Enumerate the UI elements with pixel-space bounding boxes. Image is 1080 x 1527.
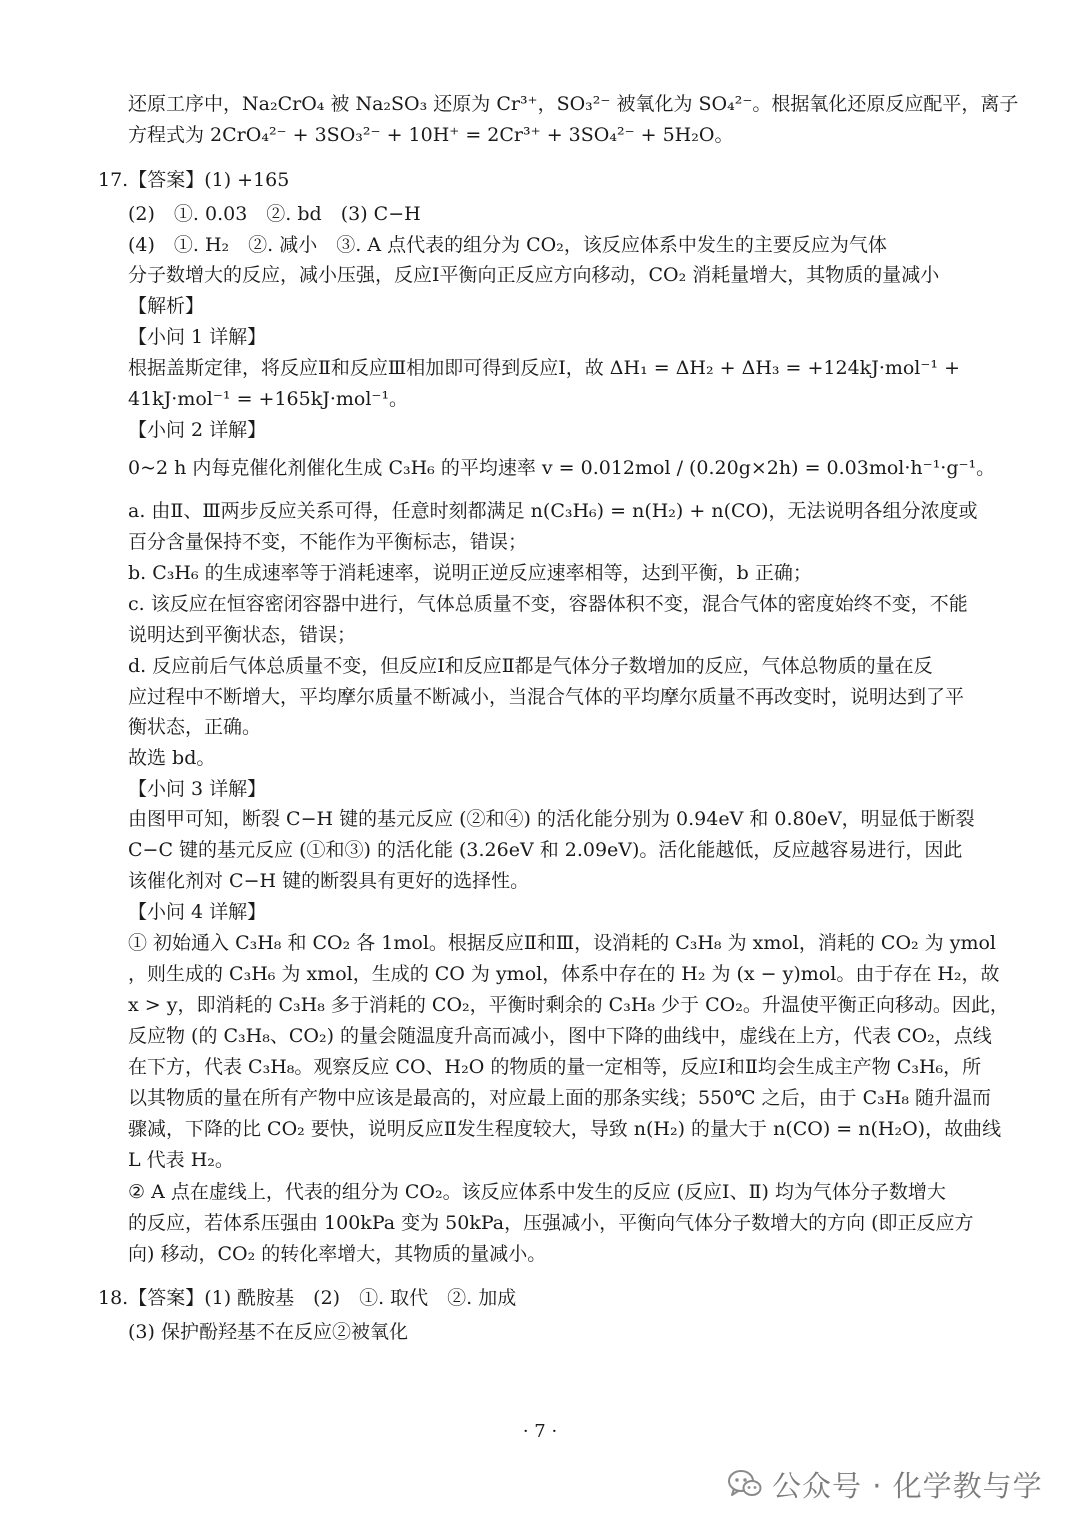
wechat-icon <box>728 1469 762 1499</box>
text-line: 根据盖斯定律，将反应Ⅱ和反应Ⅲ相加即可得到反应Ⅰ，故 ΔH₁ = ΔH₂ + ΔH₃ = +124kJ·mol⁻¹ + <box>128 357 960 379</box>
answer-17-heading: 17.【答案】(1) +165 <box>98 169 290 191</box>
text-line: 以其物质的量在所有产物中应该是最高的，对应最上面的那条实线；550℃ 之后，由于 C₃H₈ 随升温而 <box>128 1087 991 1109</box>
text-line: ① 初始通入 C₃H₈ 和 CO₂ 各 1mol。根据反应Ⅱ和Ⅲ，设消耗的 C₃H₈ 为 xmol，消耗的 CO₂ 为 ymol <box>128 932 996 954</box>
section-heading: 【小问 1 详解】 <box>128 326 267 348</box>
text-line: (4) ①. H₂ ②. 减小 ③. A 点代表的组分为 CO₂，该反应体系中发生的主要反应为气体 <box>128 234 887 256</box>
section-heading: 【小问 3 详解】 <box>128 778 267 800</box>
text-line: L 代表 H₂。 <box>128 1149 234 1171</box>
text-line: 衡状态，正确。 <box>128 716 262 738</box>
text-line: c. 该反应在恒容密闭容器中进行，气体总质量不变，容器体积不变，混合气体的密度始终不变，不能 <box>128 593 968 615</box>
page-number: · 7 · <box>522 1421 558 1442</box>
section-heading: 【解析】 <box>128 295 205 317</box>
text-line: b. C₃H₆ 的生成速率等于消耗速率，说明正逆反应速率相等，达到平衡，b 正确； <box>128 562 812 584</box>
section-heading: 【小问 4 详解】 <box>128 901 267 923</box>
section-heading: 【小问 2 详解】 <box>128 419 267 441</box>
text-line: 向) 移动，CO₂ 的转化率增大，其物质的量减小。 <box>128 1243 547 1265</box>
text-line: ，则生成的 C₃H₆ 为 xmol，生成的 CO 为 ymol，体系中存在的 H₂ 为 (x − y)mol。由于存在 H₂，故 <box>128 963 1000 985</box>
text-line: 该催化剂对 C−H 键的断裂具有更好的选择性。 <box>128 870 530 892</box>
rate-formula-line: 0~2 h 内每克催化剂催化生成 C₃H₆ 的平均速率 v = 0.012mol / (0.20g×2h) = 0.03mol·h⁻¹·g⁻¹。 <box>128 457 996 479</box>
text-line: 由图甲可知，断裂 C−H 键的基元反应 (②和④) 的活化能分别为 0.94eV 和 0.80eV，明显低于断裂 <box>128 808 975 830</box>
text-line: ② A 点在虚线上，代表的组分为 CO₂。该反应体系中发生的反应 (反应Ⅰ、Ⅱ) 均为气体分子数增大 <box>128 1181 946 1203</box>
text-line: a. 由Ⅱ、Ⅲ两步反应关系可得，任意时刻都满足 n(C₃H₆) = n(H₂) + n(CO)，无法说明各组分浓度或 <box>128 500 978 522</box>
text-line: d. 反应前后气体总质量不变，但反应Ⅰ和反应Ⅱ都是气体分子数增加的反应，气体总物质的量在反 <box>128 655 933 677</box>
text-line: 还原工序中，Na₂CrO₄ 被 Na₂SO₃ 还原为 Cr³⁺，SO₃²⁻ 被氧化为 SO₄²⁻。根据氧化还原反应配平，离子 <box>128 93 1019 115</box>
text-line: 说明达到平衡状态，错误； <box>128 624 357 646</box>
text-line: C−C 键的基元反应 (①和③) 的活化能 (3.26eV 和 2.09eV)。活化能越低，反应越容易进行，因此 <box>128 839 963 861</box>
text-line: 在下方，代表 C₃H₈。观察反应 CO、H₂O 的物质的量一定相等，反应Ⅰ和Ⅱ均会生成主产物 C₃H₆，所 <box>128 1056 982 1078</box>
text-line: 分子数增大的反应，减小压强，反应Ⅰ平衡向正反应方向移动，CO₂ 消耗量增大，其物质的量减小 <box>128 264 940 286</box>
watermark <box>728 1462 1043 1506</box>
text-line: 41kJ·mol⁻¹ = +165kJ·mol⁻¹。 <box>128 388 409 410</box>
answer-18-heading: 18.【答案】(1) 酰胺基 (2) ①. 取代 ②. 加成 <box>98 1287 517 1309</box>
text-line: (2) ①. 0.03 ②. bd (3) C−H <box>128 203 421 225</box>
text-line: 应过程中不断增大，平均摩尔质量不断减小，当混合气体的平均摩尔质量不再改变时，说明达到了平 <box>128 686 965 708</box>
text-line: 的反应，若体系压强由 100kPa 变为 50kPa，压强减小，平衡向气体分子数增大的方向 (即正反应方 <box>128 1212 974 1234</box>
text-line: 故选 bd。 <box>128 747 216 769</box>
text-line: (3) 保护酚羟基不在反应②被氧化 <box>128 1321 408 1343</box>
text-line: 骤减，下降的比 CO₂ 要快，说明反应Ⅱ发生程度较大，导致 n(H₂) 的量大于 n(CO) = n(H₂O)，故曲线 <box>128 1118 1002 1140</box>
text-line: x > y，即消耗的 C₃H₈ 多于消耗的 CO₂，平衡时剩余的 C₃H₈ 少于 CO₂。升温使平衡正向移动。因此， <box>128 994 1009 1016</box>
text-line: 百分含量保持不变，不能作为平衡标志，错误； <box>128 531 528 553</box>
text-line: 方程式为 2CrO₄²⁻ + 3SO₃²⁻ + 10H⁺ = 2Cr³⁺ + 3SO₄²⁻ + 5H₂O。 <box>128 124 734 146</box>
watermark-text: 公众号 · 化学教与学 <box>772 1468 1043 1503</box>
text-line: 反应物 (的 C₃H₈、CO₂) 的量会随温度升高而减小，图中下降的曲线中，虚线在上方，代表 CO₂，点线 <box>128 1025 992 1047</box>
